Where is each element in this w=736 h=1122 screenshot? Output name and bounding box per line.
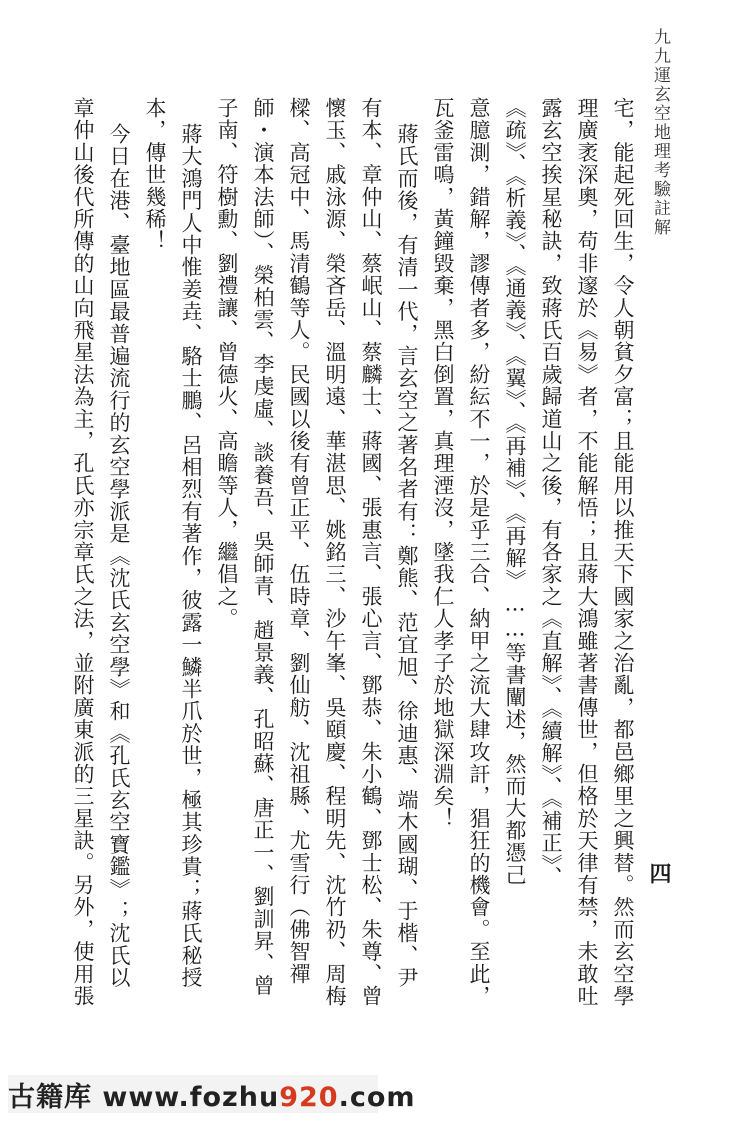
text-column: 懷玉、戚泳源、榮吝岳、溫明遠、華湛思、姚銘三、沙午峯、吳頤慶、程明先、沈竹礽、周梅 xyxy=(323,97,347,1008)
watermark-site-name: 古籍库 www.fozhu xyxy=(8,1082,280,1113)
text-column: 瓦釜雷鳴，黃鐘毀棄，黑白倒置，真理湮沒，墜我仁人孝子於地獄深淵矣！ xyxy=(431,97,455,830)
text-column: 理廣袤深奧，苟非邃於《易》者，不能解悟；且蔣大鴻雖著書傳世，但格於天律有禁，未敢吐 xyxy=(575,97,599,1008)
text-column: 師・演本法師）、榮柏雲、李虔虛、談養吾、吳師青、趙景義、孔昭蘇、唐正一、劉訓昇、曾 xyxy=(251,97,275,997)
text-column: 露玄空挨星秘訣，致蔣氏百歲歸道山之後，有各家之《直解》、《續解》、《補正》、 xyxy=(539,97,563,889)
text-column: 《疏》、《析義》、《通義》、《翼》、《再補》、《再解》……等書闡述，然而大都憑己 xyxy=(503,97,527,886)
text-column: 樑、高冠中、馬清鶴等人。民國以後有曾正平、伍時章、劉仙舫、沈祖縣、尤雪行（佛智禪 xyxy=(287,97,311,985)
watermark-site-suffix: .com xyxy=(338,1082,416,1113)
text-column: 蔣氏而後，有清一代，言玄空之著名者有：鄭熊、范宜旭、徐迪惠、端木國瑚、于楷、尹 xyxy=(395,123,419,989)
text-column: 意臆測，錯解，謬傳者多，紛紜不一，於是乎三合、納甲之流大肆攻訐，猖狂的機會。至此， xyxy=(467,97,491,1008)
text-column: 今日在港、臺地區最普遍流行的玄空學派是《沈氏玄空學》和《孔氏玄空寶鑑》；沈氏以 xyxy=(107,123,131,989)
page-number: 四 xyxy=(646,862,672,884)
text-column: 本，傳世幾稀！ xyxy=(143,97,167,253)
watermark-site-number: 920 xyxy=(279,1082,339,1113)
text-column: 宅，能起死回生，令人朝貧夕富；且能用以推天下國家之治亂，都邑鄉里之興替。然而玄空學 xyxy=(611,97,635,1008)
text-column: 章仲山後代所傳的山向飛星法為主，孔氏亦宗章氏之法，並附廣東派的三星訣。另外，使用張 xyxy=(71,97,95,1008)
running-header: 九九運玄空地理考驗註解 xyxy=(650,28,670,237)
text-column: 蔣大鴻門人中惟姜垚、駱士鵬、呂相烈有著作，彼露一鱗半爪於世，極其珍貴；蔣氏秘授 xyxy=(179,123,203,989)
text-column: 有本、章仲山、蔡岷山、蔡麟士、蔣國、張惠言、張心言、鄧恭、朱小鶴、鄧士松、朱尊、曾 xyxy=(359,97,383,1008)
site-watermark xyxy=(8,1075,416,1113)
text-column: 子南、符樹勳、劉禮讓、曾德火、高瞻等人，繼倡之。 xyxy=(215,97,239,630)
